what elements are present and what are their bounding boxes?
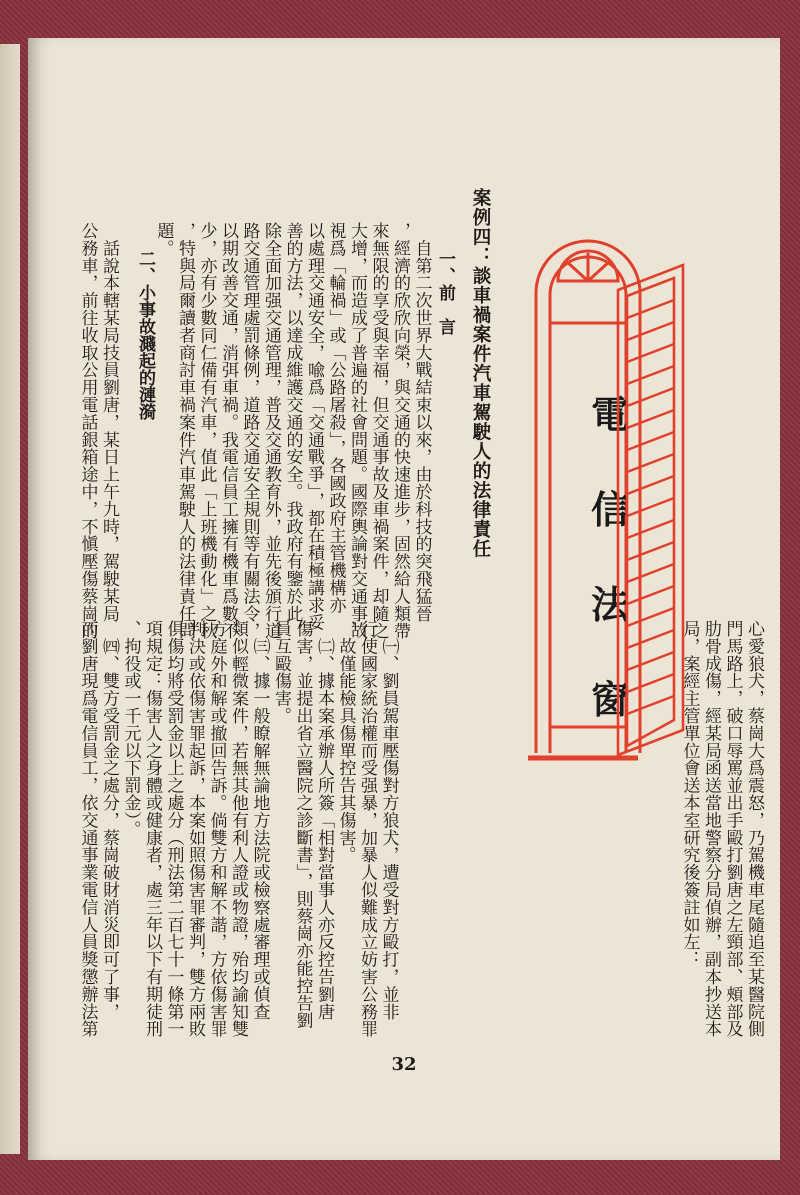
text-line: 判決或依傷害罪起訴，本案如照傷害罪審判，雙方兩敗 <box>185 620 205 1038</box>
window-title-char: 窗 <box>590 678 629 722</box>
text-line: ，故僅能檢具傷單控告其傷害。 <box>335 620 356 864</box>
text-line: 而劉唐現爲電信員工，依交通事業電信人員獎懲辦法第 <box>77 620 98 1038</box>
text-line: ，特與局爾讀者商討車禍案件汽車駕駛人的法律責任問 <box>175 222 195 640</box>
section-heading-intro: 一、前 言 <box>435 250 455 335</box>
text-line: 俱傷均將受罰金以上之處分（刑法第二百七十一條第一 <box>163 620 184 1038</box>
text-line: 項規定：傷害人之身體或健康者，處三年以下有期徒刑 <box>142 620 162 1038</box>
text-line: 公務車，前往收取公用電話銀箱途中，不愼壓傷蔡崗的 <box>77 222 98 640</box>
section-heading-incident: 二、小事故濺起的漣漪 <box>135 250 155 420</box>
text-line: 自第二次世界大戰結束以來，由於科技的突飛猛晉 <box>411 222 432 623</box>
text-line: 少，亦有少數同仁備有汽車，值此「上班機動化」之秋 <box>196 222 217 640</box>
text-line: ㈣、雙方受罰金之處分，蔡崗破財消災即可了事， <box>99 620 119 1021</box>
text-line: ，經濟的欣欣向榮，與交通的快速進步，固然給人類帶 <box>390 222 410 640</box>
text-line: 方庭外和解或撤回告訴。倘雙方和解不諧，方依傷害罪 <box>206 620 227 1038</box>
text-line: 話說本轄某局技員劉唐，某日上午九時，駕駛某局 <box>99 222 119 623</box>
text-line: 肋骨成傷，經某局函送當地警察分局偵辦，副本抄送本 <box>701 620 721 1038</box>
text-line: 心愛狼犬，蔡崗大爲震怒，乃駕機車尾隨追至某醫院側 <box>744 620 764 1038</box>
text-line: 、拘役或一千元以下罰金）。 <box>120 620 141 838</box>
case-title: 案例四：談車禍案件汽車駕駛人的法律責任 <box>470 188 491 559</box>
text-line: 門馬路上，破口辱罵並出手毆打劉唐之左頸部、頰部及 <box>722 620 743 1038</box>
legal-analysis-paragraph <box>76 620 399 1070</box>
text-line: 行使國家統治權而受强暴，加暴人似難成立妨害公務罪 <box>357 620 377 1038</box>
text-line: 路交通管理處罰條例，道路交通安全規則等有關法令， <box>239 222 260 640</box>
text-line: 來無限的享受與幸福，但交通事故及車禍案件，却隨之 <box>368 222 389 640</box>
previous-page-edge <box>0 44 20 1154</box>
intro-paragraph <box>152 222 432 682</box>
text-line: 視爲「輪禍」或「公路屠殺」，各國政府主管機構亦 <box>325 222 346 614</box>
text-line: 類似輕微案件，若無其他有利人證或物證，殆均諭知雙 <box>228 620 248 1038</box>
text-line: 大增，而造成了普遍的社會問題。國際輿論對交通事故 <box>347 222 367 640</box>
window-title-char: 法 <box>590 583 629 627</box>
text-line: ㈢、據一般瞭解無論地方法院或檢察處審理或偵查 <box>249 620 270 1021</box>
text-line: 員互毆傷害。 <box>271 620 291 725</box>
window-title-char: 電 <box>590 393 629 437</box>
text-line: 局，案經主管單位會送本室研究後簽註如左： <box>679 620 700 968</box>
incident-paragraph <box>76 222 119 682</box>
window-title-char: 信 <box>590 488 629 532</box>
page-number: 32 <box>391 1054 417 1075</box>
right-continuation-paragraph <box>678 620 764 1090</box>
text-line: 傷害，並提出省立醫院之診斷書」，則蔡崗亦能控告劉 <box>292 620 313 1030</box>
text-line: ㈠、劉員駕車壓傷對方狼犬，遭受對方毆打，並非 <box>378 620 399 1021</box>
book-page <box>28 38 780 1160</box>
text-line: 以期改善交通，消弭車禍。我電信員工擁有機車爲數不 <box>218 222 238 640</box>
text-line: 以處理交通安全，喩爲「交通戰爭」，都在積極講求妥 <box>304 222 324 632</box>
text-line: 除全面加强交通管理，普及交通教育外，並先後頒行道 <box>261 222 281 640</box>
text-line: 題。 <box>153 222 174 257</box>
text-line: 善的方法，以達成維護交通的安全。我政府有鑒於此， <box>282 222 303 640</box>
text-line: ㈡、據本案承辦人所簽「相對當事人亦反控告劉唐 <box>314 620 334 1021</box>
